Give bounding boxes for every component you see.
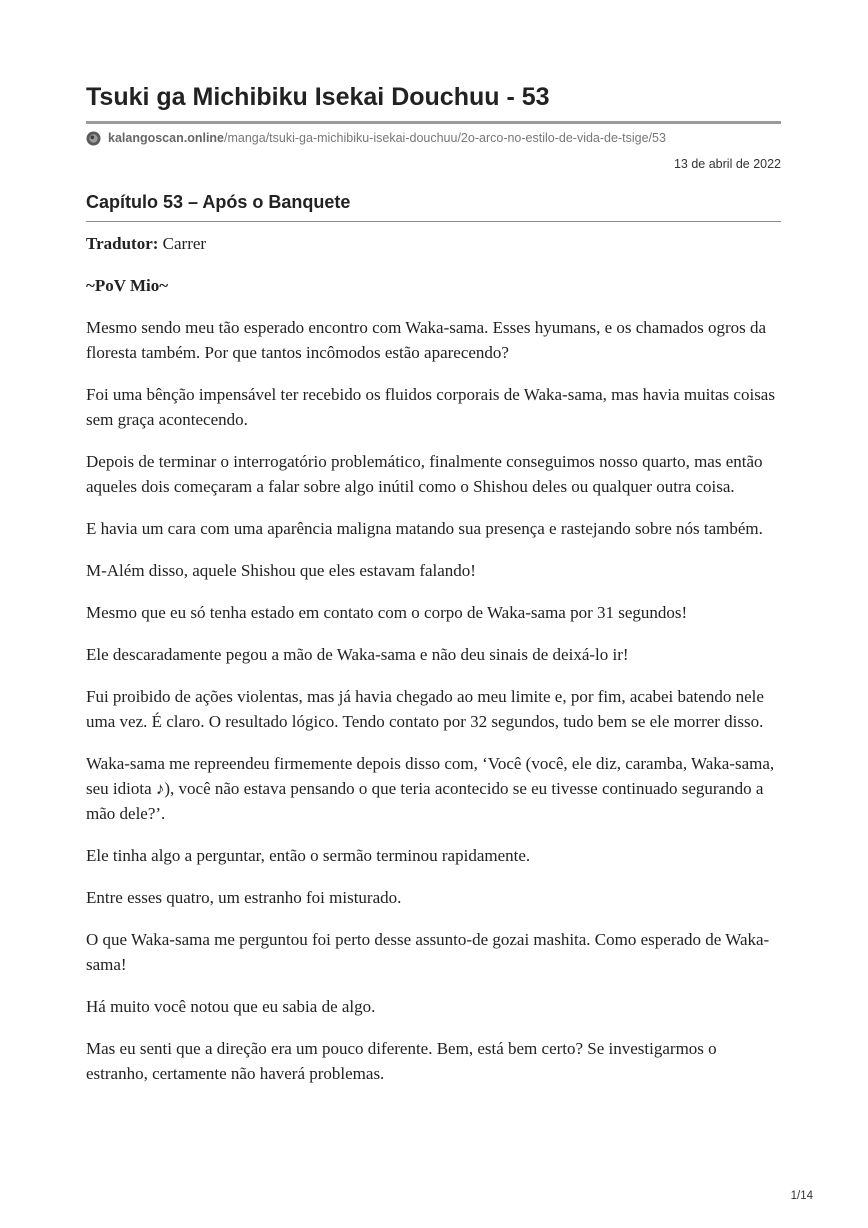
paragraph: Ele descaradamente pegou a mão de Waka-sama e não deu sinais de deixá-lo ir! <box>86 645 629 664</box>
paragraph: Mas eu senti que a direção era um pouco diferente. Bem, está bem certo? Se investigarmos o estranho, certamente não haverá problemas. <box>86 1039 717 1083</box>
paragraph: M-Além disso, aquele Shishou que eles estavam falando! <box>86 561 476 580</box>
paragraph: Mesmo sendo meu tão esperado encontro com Waka-sama. Esses hyumans, e os chamados ogros da floresta também. Por que tantos incômodos estão aparecendo? <box>86 318 767 362</box>
translator-name: Carrer <box>158 234 207 253</box>
pov-heading <box>86 273 781 298</box>
source-domain[interactable]: kalangoscan.online <box>108 131 225 145</box>
paragraph: Fui proibido de ações violentas, mas já havia chegado ao meu limite e, por fim, acabei batendo nele uma vez. É claro. O resultado lógico. Tendo contato por 32 segundos, tudo bem se ele morrer disso. <box>86 687 764 731</box>
paragraph: Há muito você notou que eu sabia de algo. <box>86 997 376 1016</box>
site-favicon-icon <box>86 131 101 146</box>
title-divider <box>86 121 781 124</box>
document-title: Tsuki ga Michibiku Isekai Douchuu - 53 <box>86 83 550 111</box>
chapter-body <box>86 231 781 1103</box>
pov-label: ~PoV Mio~ <box>86 276 169 295</box>
chapter-divider <box>86 221 781 222</box>
paragraph: Waka-sama me repreendeu firmemente depois disso com, ‘Você (você, ele diz, caramba, Waka-sama, seu idiota ♪), você não estava pensando o que teria acontecido se eu tivesse continuado segurando a mão dele?’. <box>86 754 775 823</box>
page-number: 1/14 <box>790 1190 813 1202</box>
source-url[interactable] <box>86 129 666 147</box>
translator-label: Tradutor: <box>86 234 159 253</box>
paragraph: Foi uma bênção impensável ter recebido os fluidos corporais de Waka-sama, mas havia muitas coisas sem graça acontecendo. <box>86 385 775 429</box>
paragraph: Ele tinha algo a perguntar, então o sermão terminou rapidamente. <box>86 846 531 865</box>
paragraph: Mesmo que eu só tenha estado em contato com o corpo de Waka-sama por 31 segundos! <box>86 603 688 622</box>
translator-credit <box>86 231 781 256</box>
paragraph: E havia um cara com uma aparência maligna matando sua presença e rastejando sobre nós também. <box>86 519 763 538</box>
paragraph: Entre esses quatro, um estranho foi misturado. <box>86 888 402 907</box>
paragraph: O que Waka-sama me perguntou foi perto desse assunto-de gozai mashita. Como esperado de Waka-sama! <box>86 930 770 974</box>
publish-date: 13 de abril de 2022 <box>673 157 781 171</box>
source-path[interactable]: /manga/tsuki-ga-michibiku-isekai-douchuu/2o-arco-no-estilo-de-vida-de-tsige/53 <box>224 131 666 145</box>
chapter-title: Capítulo 53 – Após o Banquete <box>86 192 351 212</box>
paragraph: Depois de terminar o interrogatório problemático, finalmente conseguimos nosso quarto, mas então aqueles dois começaram a falar sobre algo inútil como o Shishou deles ou qualquer outra coisa. <box>86 452 763 496</box>
